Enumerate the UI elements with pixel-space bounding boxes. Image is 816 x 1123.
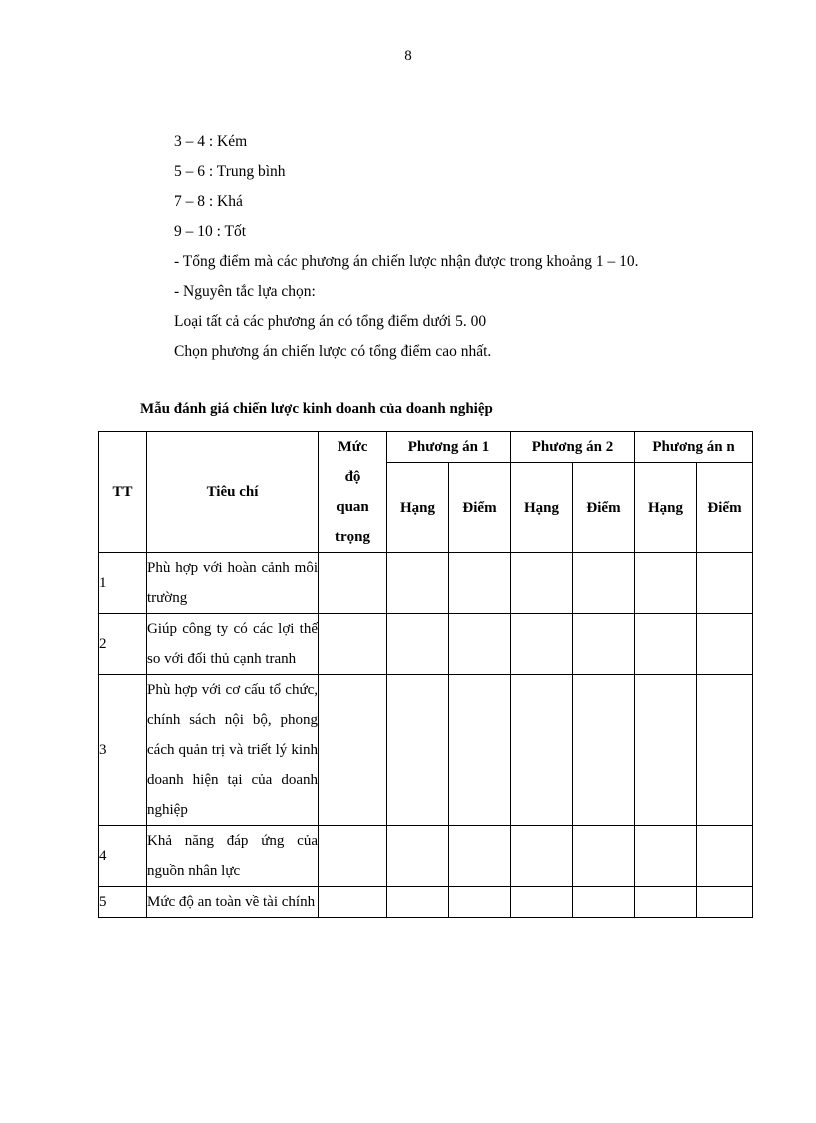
importance-cell — [319, 553, 387, 614]
score-cell — [449, 826, 511, 887]
score-cell — [449, 675, 511, 826]
scale-item: 5 – 6 : Trung bình — [174, 163, 286, 180]
header-option-1: Phương án 1 — [387, 432, 511, 463]
importance-word: độ — [344, 469, 361, 485]
criterion-cell: Giúp công ty có các lợi thế so với đối thủ cạnh tranh — [147, 614, 319, 675]
criterion-cell: Mức độ an toàn về tài chính — [147, 887, 319, 918]
score-cell — [697, 675, 753, 826]
row-number: 1 — [99, 553, 147, 614]
score-cell — [573, 826, 635, 887]
header-score: Điểm — [449, 463, 511, 553]
header-criteria: Tiêu chí — [147, 432, 319, 553]
header-importance — [319, 432, 387, 553]
table-header-row — [99, 432, 753, 463]
note-line: - Tổng điểm mà các phương án chiến lược nhận được trong khoảng 1 – 10. — [174, 253, 639, 270]
row-number: 4 — [99, 826, 147, 887]
criterion-cell: Phù hợp với hoàn cảnh môi trường — [147, 553, 319, 614]
importance-word: trọng — [335, 529, 370, 545]
score-cell — [573, 614, 635, 675]
importance-cell — [319, 887, 387, 918]
rank-cell — [511, 614, 573, 675]
table-row — [99, 675, 753, 826]
score-cell — [449, 553, 511, 614]
page-number: 8 — [404, 48, 412, 64]
table-title: Mẫu đánh giá chiến lược kinh doanh của doanh nghiệp — [140, 401, 493, 417]
rank-cell — [387, 826, 449, 887]
importance-word: Mức — [337, 439, 368, 455]
rank-cell — [511, 675, 573, 826]
evaluation-notes — [174, 131, 638, 371]
score-cell — [697, 826, 753, 887]
table-row — [99, 887, 753, 918]
importance-cell — [319, 826, 387, 887]
importance-cell — [319, 614, 387, 675]
rank-cell — [511, 826, 573, 887]
score-cell — [573, 887, 635, 918]
header-score: Điểm — [573, 463, 635, 553]
header-option-2: Phương án 2 — [511, 432, 635, 463]
rank-cell — [511, 887, 573, 918]
rank-cell — [635, 675, 697, 826]
score-cell — [573, 553, 635, 614]
evaluation-table — [98, 431, 753, 918]
rank-cell — [635, 553, 697, 614]
header-score: Điểm — [697, 463, 753, 553]
score-cell — [697, 614, 753, 675]
rank-cell — [511, 553, 573, 614]
scale-item: 3 – 4 : Kém — [174, 133, 248, 150]
note-line: - Nguyên tắc lựa chọn: — [174, 283, 316, 300]
rank-cell — [635, 614, 697, 675]
importance-word: quan — [336, 499, 369, 515]
table-row — [99, 553, 753, 614]
header-rank: Hạng — [511, 463, 573, 553]
note-line: Loại tất cả các phương án có tổng điểm dưới 5. 00 — [174, 313, 487, 330]
header-rank: Hạng — [387, 463, 449, 553]
rank-cell — [387, 614, 449, 675]
criterion-cell: Khả năng đáp ứng của nguồn nhân lực — [147, 826, 319, 887]
importance-cell — [319, 675, 387, 826]
header-tt: TT — [99, 432, 147, 553]
header-rank: Hạng — [635, 463, 697, 553]
rank-cell — [387, 675, 449, 826]
score-cell — [573, 675, 635, 826]
scale-item: 9 – 10 : Tốt — [174, 223, 247, 240]
rank-cell — [635, 887, 697, 918]
rank-cell — [635, 826, 697, 887]
row-number: 2 — [99, 614, 147, 675]
criterion-cell: Phù hợp với cơ cấu tổ chức, chính sách nội bộ, phong cách quản trị và triết lý kinh doanh hiện tại của doanh nghiệp — [147, 675, 319, 826]
row-number: 3 — [99, 675, 147, 826]
rank-cell — [387, 553, 449, 614]
table-row — [99, 826, 753, 887]
row-number: 5 — [99, 887, 147, 918]
score-cell — [697, 553, 753, 614]
table-row — [99, 614, 753, 675]
scale-item: 7 – 8 : Khá — [174, 193, 243, 210]
score-cell — [697, 887, 753, 918]
rank-cell — [387, 887, 449, 918]
note-line: Chọn phương án chiến lược có tổng điểm cao nhất. — [174, 343, 492, 360]
header-option-n: Phương án n — [635, 432, 753, 463]
score-cell — [449, 887, 511, 918]
score-cell — [449, 614, 511, 675]
